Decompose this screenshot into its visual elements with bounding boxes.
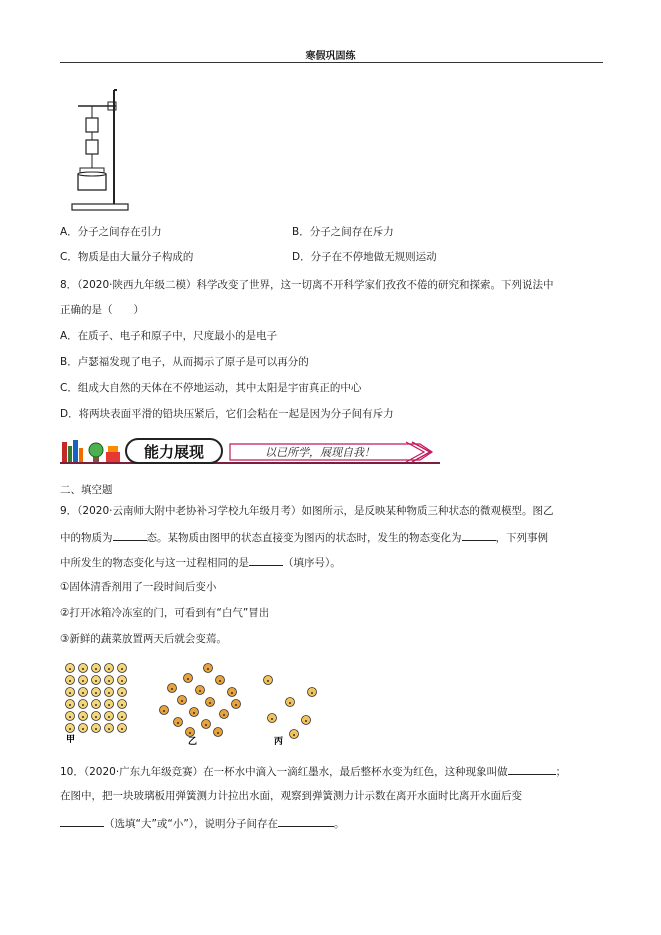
q9-line3-part-a: 中所发生的物态变化与这一过程相同的是 [60,557,249,569]
q8-option-a: A．在质子、电子和原子中，尺度最小的是电子 [60,330,278,342]
q7-option-c: C．物质是由大量分子构成的 [60,251,194,263]
header-rule [60,62,603,63]
q7-option-b: B．分子之间存在斥力 [292,226,394,238]
particle-model-diagram [60,660,330,745]
q9-blank-3[interactable] [249,554,283,566]
q9-line2-part-a: 中的物质为 [60,532,113,544]
label-jia: 甲 [66,735,76,745]
ability-banner [60,436,440,466]
label-yi: 乙 [188,737,198,745]
solid-particles [66,664,127,733]
q7-option-d: D．分子在不停地做无规则运动 [292,251,437,263]
q8-stem-line2: 正确的是（ ） [60,304,144,316]
section-title: 二、填空题 [60,484,113,496]
banner-title: 能力展现 [143,443,205,461]
apparatus-figure [70,88,130,213]
q8-option-c: C．组成大自然的天体在不停地运动，其中太阳是宇宙真正的中心 [60,382,362,394]
q10-blank-3[interactable] [278,815,334,827]
q9-item-3: ③新鲜的蔬菜放置两天后就会变蔫。 [60,633,227,645]
gas-particles [264,676,317,739]
q9-blank-1[interactable] [113,529,147,541]
q9-line2 [60,529,548,545]
q10-line2: 在图中，把一块玻璃板用弹簧测力计拉出水面，观察到弹簧测力计示数在离开水面时比离开水面后变 [60,790,522,802]
q10-line1 [60,763,566,779]
q9-line2-part-c: ，下列事例 [495,532,548,544]
q10-line1-part-a: 10．（2020·广东九年级竞赛）在一杯水中滴入一滴红墨水，最后整杯水变为红色，这种现象叫做 [60,766,508,778]
q9-line1: 9．（2020·云南师大附中老协补习学校九年级月考）如图所示，是反映某种物质三种状态的微观模型。图乙 [60,505,554,517]
q7-option-a: A．分子之间存在引力 [60,226,162,238]
q10-line1-part-b: ； [555,766,567,778]
q9-line3-part-b: （填序号）。 [283,557,341,569]
page-header: 寒假巩固练 [305,51,356,62]
q9-item-2: ②打开冰箱冷冻室的门，可看到有“白气”冒出 [60,607,270,619]
q9-line3 [60,554,341,570]
q9-blank-2[interactable] [462,529,496,541]
q10-blank-1[interactable] [508,763,556,775]
banner-slogan: 以已所学，展现自我！ [265,446,375,459]
q9-item-1: ①固体清香剂用了一段时间后变小 [60,581,217,593]
q10-line3-part-a: （选填“大”或“小”），说明分子间存在 [104,818,279,830]
label-bing: 丙 [274,737,284,745]
q10-blank-2[interactable] [60,815,104,827]
q10-line3 [60,815,345,831]
q9-line2-part-b: 态。某物质由图甲的状态直接变为图丙的状态时，发生的物态变化为 [146,532,462,544]
books-icon [62,440,120,462]
liquid-particles [160,664,241,737]
q10-line3-part-b: 。 [334,818,345,830]
q8-stem-line1: 8．（2020·陕西九年级二模）科学改变了世界，这一切离不开科学家们孜孜不倦的研究和探索。下列说法中 [60,279,554,291]
q8-option-d: D．将两块表面平滑的铅块压紧后，它们会粘在一起是因为分子间有斥力 [60,408,394,420]
q8-option-b: B．卢瑟福发现了电子，从而揭示了原子是可以再分的 [60,356,309,368]
